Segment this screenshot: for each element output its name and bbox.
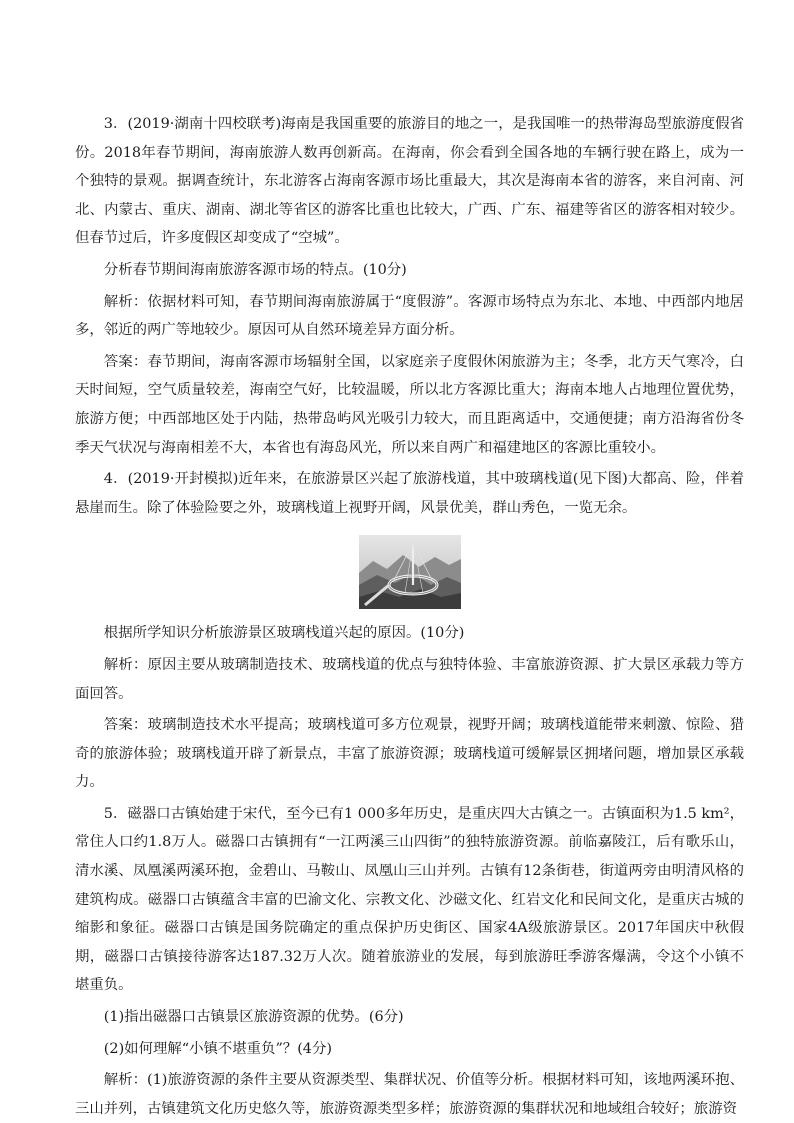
q5-sub-question-2: (2)如何理解“小镇不堪重负”？(4分)	[103, 1040, 332, 1057]
q3-answer: 答案：春节期间，海南客源市场辐射全国，以家庭亲子度假休闲旅游为主；冬季，北方天气寒冷，白天时间短，空气质量较差，海南空气好，比较温暖，所以北方客源比重大；海南本地人占地理位置优势，旅游方便；中西部地区处于内陆，热带岛屿风光吸引力较大，而且距离适中，交通便捷；南方沿海省份冬季天气状况与海南相差不大，本省也有海岛风光，所以来自两广和福建地区的客源比重较小。	[75, 353, 744, 456]
q4-question: 根据所学知识分析旅游景区玻璃栈道兴起的原因。(10分)	[103, 625, 465, 642]
q5-stem: 5．磁器口古镇始建于宋代，至今已有1 000多年历史，是重庆四大古镇之一。古镇面积为1.5 km²，常住人口约1.8万人。磁器口古镇拥有“一江两溪三山四街”的独特旅游资源。前临嘉陵江，后有歌乐山，清水溪、凤凰溪两溪环抱，金碧山、马鞍山、凤凰山三山并列。古镇有12条街巷，街道两旁由明清风格的建筑构成。磁器口古镇蕴含丰富的巴渝文化、宗教文化、沙磁文化、红岩文化和民间文化，是重庆古城的缩影和象征。磁器口古镇是国务院确定的重点保护历史街区、国家4A级旅游景区。2017年国庆中秋假期，磁器口古镇接待游客达187.32万人次。随着旅游业的发展，每到旅游旺季游客爆满，令这个小镇不堪重负。	[75, 805, 744, 994]
q3-question: 分析春节期间海南旅游客源市场的特点。(10分)	[103, 261, 407, 278]
q5-sub-question-1: (1)指出磁器口古镇景区旅游资源的优势。(6分)	[103, 1009, 404, 1026]
q3-stem: 3．(2019·湖南十四校联考)海南是我国重要的旅游目的地之一，是我国唯一的热带海岛型旅游度假省份。2018年春节期间，海南旅游人数再创新高。在海南，你会看到全国各地的车辆行驶在路上，成为一个独特的景观。据调查统计，东北游客占海南客源市场比重最大，其次是海南本省的游客，来自河南、河北、内蒙古、重庆、湖南、湖北等省区的游客比重也比较大，广西、广东、福建等省区的游客相对较少。但春节过后，许多度假区却变成了“空城”。	[75, 116, 744, 247]
q4-answer: 答案：玻璃制造技术水平提高；玻璃栈道可多方位观景，视野开阔；玻璃栈道能带来刺激、惊险、猎奇的旅游体验；玻璃栈道开辟了新景点，丰富了旅游资源；玻璃栈道可缓解景区拥堵问题，增加景区承载力。	[75, 717, 744, 791]
q3-analysis: 解析：依据材料可知，春节期间海南旅游属于“度假游”。客源市场特点为东北、本地、中西部内地居多，邻近的两广等地较少。原因可从自然环境差异方面分析。	[75, 293, 744, 339]
q4-stem: 4．(2019·开封模拟)近年来，在旅游景区兴起了旅游栈道，其中玻璃栈道(见下图)大都高、险，伴着悬崖而生。除了体验险要之外，玻璃栈道上视野开阔，风景优美，群山秀色，一览无余。	[75, 471, 744, 516]
q5-analysis: 解析：(1)旅游资源的条件主要从资源类型、集群状况、价值等分析。根据材料可知，该地两溪环抱、三山并列，古镇建筑文化历史悠久等，旅游资源类型多样；旅游资源的集群状况和地域组合较好；旅游资	[75, 1072, 744, 1117]
q4-analysis: 解析：原因主要从玻璃制造技术、玻璃栈道的优点与独特体验、丰富旅游资源、扩大景区承载力等方面回答。	[75, 656, 744, 702]
glass-skywalk-photo	[359, 535, 461, 609]
